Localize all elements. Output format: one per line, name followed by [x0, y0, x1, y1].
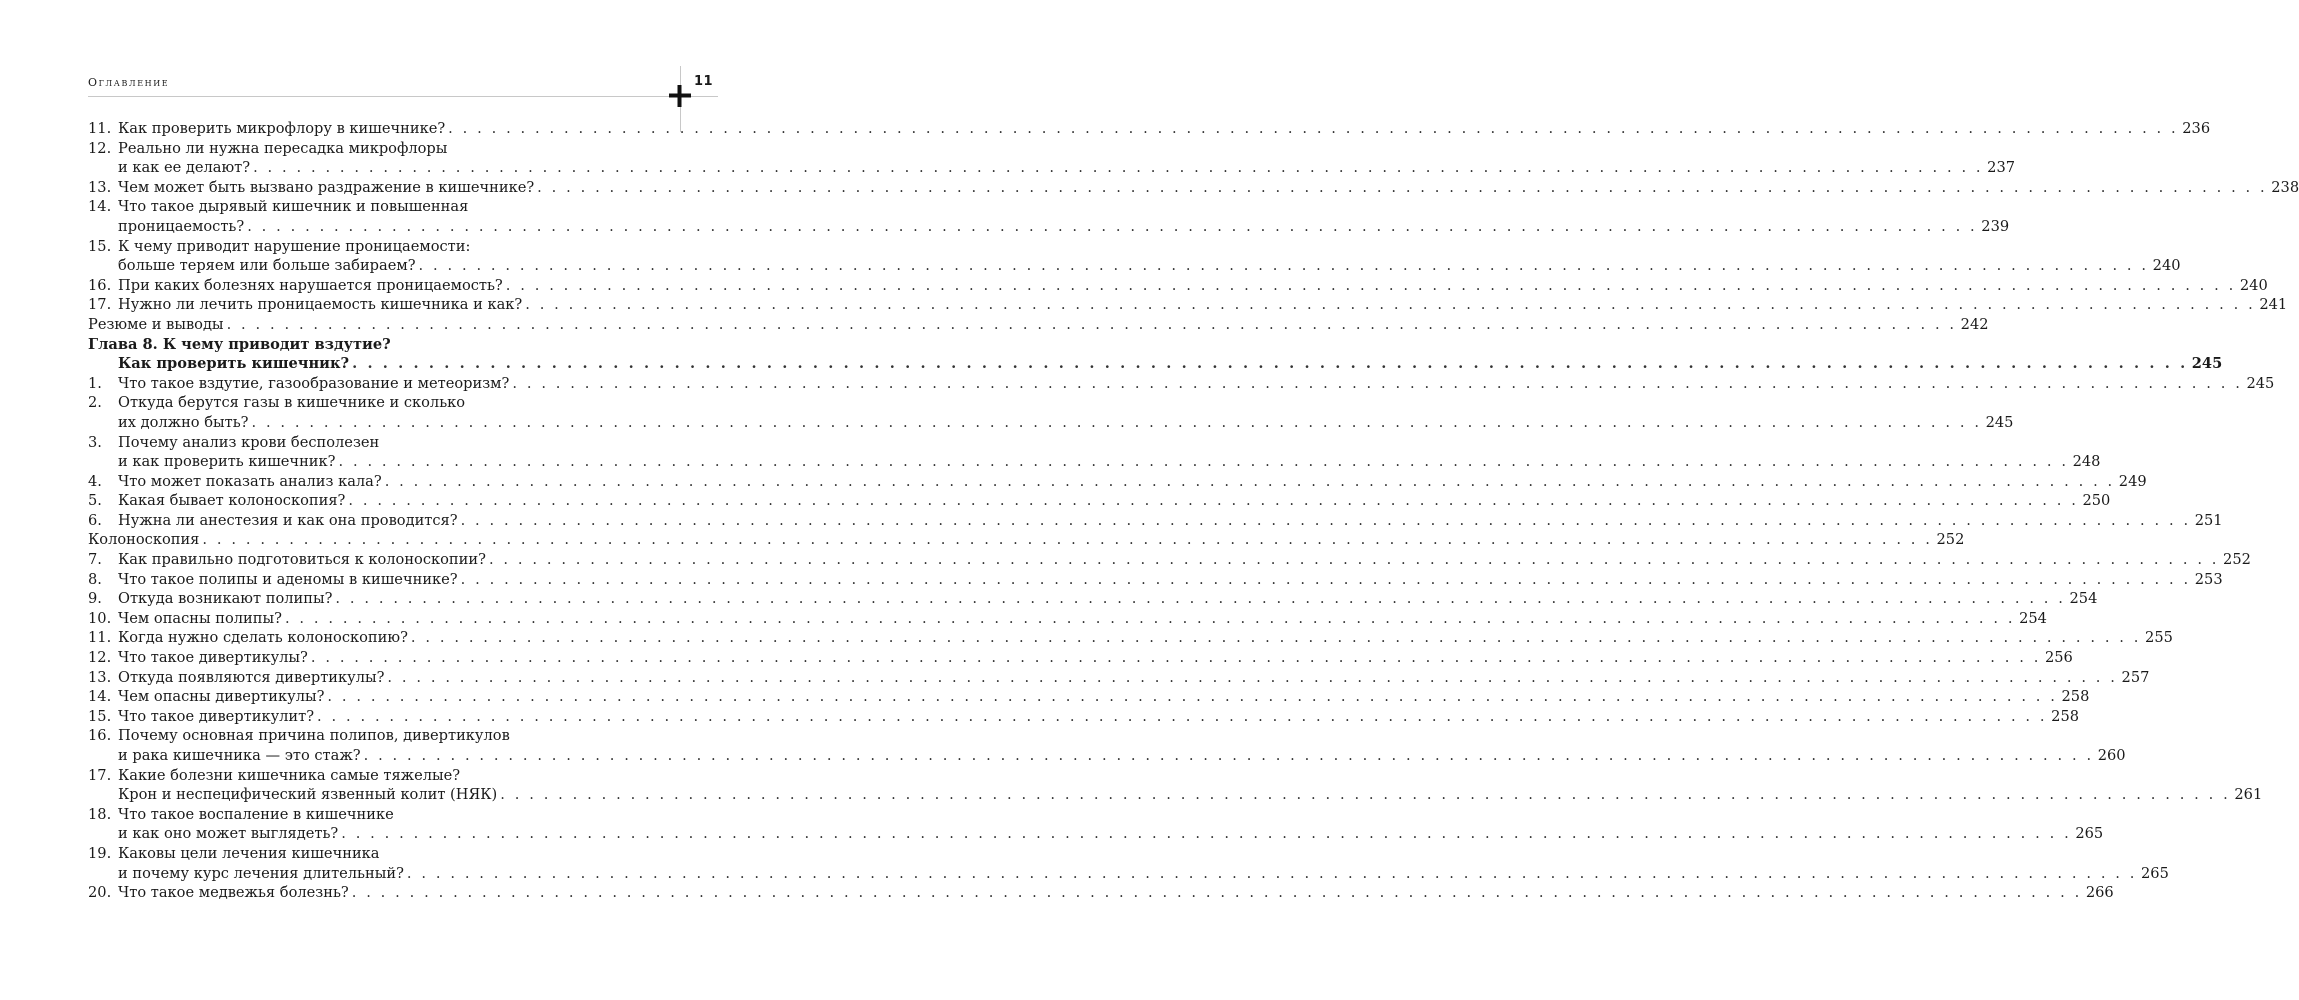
toc-entry-text: Что такое воспаление в кишечнике [118, 805, 394, 823]
toc-line [88, 530, 1965, 550]
toc-page-number: 240 [2152, 257, 2181, 275]
toc-entry-text: Крон и неспецифический язвенный колит (НЯК) [118, 786, 498, 804]
dot-leader: . . . . . . . . . . . . . . . . . . . . . . . . . . . . . . . . . . . . . . . . . . . . . . . . . . . . . . . . . . . . . . . . . . . . . . . . . . . . . . . . . . . . . . . . . . . . . . . . . . . . . . . . . . . . . . . . . . . . . . . . [387, 668, 2118, 686]
toc-page-number: 253 [2194, 570, 2223, 588]
toc-line [88, 609, 2047, 629]
toc-entry[interactable] [88, 726, 2126, 765]
table-of-contents [88, 119, 2299, 903]
toc-entry-number: 10. [88, 609, 112, 627]
dot-leader: . . . . . . . . . . . . . . . . . . . . . . . . . . . . . . . . . . . . . . . . . . . . . . . . . . . . . . . . . . . . . . . . . . . . . . . . . . . . . . . . . . . . . . . . . . . . . . . . . . . . . . . . . . . . . . . . . . . . . . . . [284, 609, 2016, 627]
header-rule [88, 96, 718, 97]
dot-leader: . . . . . . . . . . . . . . . . . . . . . . . . . . . . . . . . . . . . . . . . . . . . . . . . . . . . . . . . . . . . . . . . . . . . . . . . . . . . . . . . . . . . . . . . . . . . . . . . . . . . . . . . . . . . . . . . . . . . . . . . [363, 747, 2094, 764]
toc-entry-text: Почему анализ крови бесполезен [118, 433, 380, 451]
toc-line [88, 315, 1989, 335]
toc-line [88, 472, 2147, 492]
dot-leader: . . . . . . . . . . . . . . . . . . . . . . . . . . . . . . . . . . . . . . . . . . . . . . . . . . . . . . . . . . . . . . . . . . . . . . . . . . . . . . . . . . . . . . . . . . . . . . . . . . . . . . . . . . . . . . . . . . . . . . . . [335, 590, 2066, 608]
toc-line [88, 844, 650, 864]
toc-entry-number: 18. [88, 805, 112, 823]
toc-entry-text: и рака кишечника — это стаж? [118, 747, 361, 764]
toc-entry-text: Что такое дивертикулит? [118, 707, 315, 725]
toc-entry-number: 15. [88, 707, 112, 725]
toc-entry-text: Что такое медвежья болезнь? [118, 884, 349, 902]
toc-line [88, 158, 2016, 178]
toc-entry-number: 13. [88, 178, 112, 196]
toc-entry-text: и как ее делают? [118, 159, 251, 177]
dot-leader: . . . . . . . . . . . . . . . . . . . . . . . . . . . . . . . . . . . . . . . . . . . . . . . . . . . . . . . . . . . . . . . . . . . . . . . . . . . . . . . . . . . . . . . . . . . . . . . . . . . . . . . . . . . . . . . . . . . . . . . . [500, 786, 2231, 804]
toc-entry-number: 6. [88, 511, 102, 529]
toc-line [88, 864, 2169, 884]
toc-entry-text: Нужна ли анестезия и как она проводится? [118, 511, 458, 529]
toc-entry-number: 12. [88, 139, 112, 157]
toc-entry-text: Какие болезни кишечника самые тяжелые? [118, 766, 461, 784]
toc-page-number: 241 [2259, 296, 2288, 314]
toc-entry-text: их должно быть? [118, 413, 249, 431]
toc-entry-number: 14. [88, 688, 112, 706]
toc-page-number: 239 [1981, 217, 2010, 235]
dot-leader: . . . . . . . . . . . . . . . . . . . . . . . . . . . . . . . . . . . . . . . . . . . . . . . . . . . . . . . . . . . . . . . . . . . . . . . . . . . . . . . . . . . . . . . . . . . . . . . . . . . . . . . . . . . . . . . . . . . . . . . . [352, 355, 2188, 373]
toc-entry[interactable] [88, 197, 2010, 236]
toc-entry-text: Что такое дырявый кишечник и повышенная [118, 198, 469, 216]
toc-entry-text: Какая бывает колоноскопия? [118, 492, 346, 510]
toc-entry-number: 17. [88, 766, 112, 784]
toc-entry-text: Что такое полипы и аденомы в кишечнике? [118, 570, 458, 588]
toc-entry-number: 16. [88, 727, 112, 745]
toc-entry-text: Резюме и выводы [88, 315, 224, 333]
toc-entry-number: 11. [88, 629, 112, 647]
toc-entry[interactable] [88, 433, 2101, 472]
toc-entry-text: Когда нужно сделать колоноскопию? [118, 629, 408, 647]
toc-page-number: 252 [2223, 551, 2251, 569]
toc-line [88, 217, 2010, 237]
toc-entry-text: Как проверить кишечник? [118, 355, 350, 373]
toc-entry-number: 9. [88, 590, 102, 608]
dot-leader: . . . . . . . . . . . . . . . . . . . . . . . . . . . . . . . . . . . . . . . . . . . . . . . . . . . . . . . . . . . . . . . . . . . . . . . . . . . . . . . . . . . . . . . . . . . . . . . . . . . . . . . . . . . . . . . . . . . . . . . . [406, 864, 2138, 882]
toc-entry-text: Как проверить микрофлору в кишечнике? [118, 120, 446, 137]
toc-entry-text: Чем может быть вызвано раздражение в кишечнике? [118, 178, 535, 196]
toc-entry-text: Как правильно подготовиться к колоноскопии? [118, 551, 486, 569]
dot-leader: . . . . . . . . . . . . . . . . . . . . . . . . . . . . . . . . . . . . . . . . . . . . . . . . . . . . . . . . . . . . . . . . . . . . . . . . . . . . . . . . . . . . . . . . . . . . . . . . . . . . . . . . . . . . . . . . . . . . . . . . [310, 649, 2041, 667]
toc-entry[interactable] [88, 589, 2098, 609]
toc-line [88, 237, 650, 257]
toc-entry-number: 12. [88, 649, 112, 667]
toc-line [88, 276, 2268, 296]
toc-entry-number: 7. [88, 551, 102, 569]
toc-entry-number: 20. [88, 884, 112, 902]
toc-line [88, 413, 2014, 433]
toc-page-number: 265 [2075, 825, 2104, 843]
toc-page-number: 245 [2246, 374, 2275, 392]
toc-page-number: 258 [2051, 707, 2080, 725]
toc-line [88, 766, 650, 786]
toc-entry-text: Что такое вздутие, газообразование и метеоризм? [118, 374, 510, 392]
toc-entry[interactable] [88, 315, 1989, 335]
toc-page-number: 252 [1936, 531, 1965, 549]
toc-page-number: 240 [2239, 276, 2268, 294]
dot-leader: . . . . . . . . . . . . . . . . . . . . . . . . . . . . . . . . . . . . . . . . . . . . . . . . . . . . . . . . . . . . . . . . . . . . . . . . . . . . . . . . . . . . . . . . . . . . . . . . . . . . . . . . . . . . . . . . . . . . . . . . [410, 629, 2142, 647]
dot-leader: . . . . . . . . . . . . . . . . . . . . . . . . . . . . . . . . . . . . . . . . . . . . . . . . . . . . . . . . . . . . . . . . . . . . . . . . . . . . . . . . . . . . . . . . . . . . . . . . . . . . . . . . . . . . . . . . . . . . . . . . [460, 570, 2191, 588]
toc-line [88, 139, 650, 159]
toc-entry[interactable] [88, 707, 2080, 727]
crop-mark-icon [666, 82, 694, 110]
toc-page-number: 250 [2082, 492, 2111, 510]
toc-line [88, 354, 2223, 374]
toc-entry-text: При каких болезнях нарушается проницаемость? [118, 276, 503, 294]
toc-entry-number: 8. [88, 570, 102, 588]
toc-entry[interactable] [88, 393, 2014, 432]
toc-entry-text: Реально ли нужна пересадка микрофлоры [118, 139, 448, 157]
toc-entry-number: 1. [88, 374, 102, 392]
toc-page-number: 251 [2194, 511, 2223, 529]
toc-entry-text: Каковы цели лечения кишечника [118, 844, 380, 862]
toc-line [88, 550, 2251, 570]
toc-line [88, 746, 2126, 766]
toc-entry[interactable] [88, 511, 2223, 531]
toc-entry-text: Откуда берутся газы в кишечнике и сколько [118, 394, 466, 412]
toc-page-number: 245 [2191, 355, 2223, 373]
toc-entry-number: 2. [88, 394, 102, 412]
dot-leader: . . . . . . . . . . . . . . . . . . . . . . . . . . . . . . . . . . . . . . . . . . . . . . . . . . . . . . . . . . . . . . . . . . . . . . . . . . . . . . . . . . . . . . . . . . . . . . . . . . . . . . . . . . . . . . . . . . . . . . . . [226, 315, 1957, 333]
toc-page-number: 254 [2069, 590, 2098, 608]
toc-entry[interactable] [88, 628, 2173, 648]
toc-page-number: 237 [1987, 159, 2016, 177]
toc-page-number: 254 [2019, 609, 2047, 627]
dot-leader: . . . . . . . . . . . . . . . . . . . . . . . . . . . . . . . . . . . . . . . . . . . . . . . . . . . . . . . . . . . . . . . . . . . . . . . . . . . . . . . . . . . . . . . . . . . . . . . . . . . . . . . . . . . . . . . . . . . . . . . . [448, 120, 2179, 137]
dot-leader: . . . . . . . . . . . . . . . . . . . . . . . . . . . . . . . . . . . . . . . . . . . . . . . . . . . . . . . . . . . . . . . . . . . . . . . . . . . . . . . . . . . . . . . . . . . . . . . . . . . . . . . . . . . . . . . . . . . . . . . . [341, 825, 2072, 843]
toc-entry-number: 14. [88, 198, 112, 216]
toc-entry-number: 15. [88, 237, 112, 255]
dot-leader: . . . . . . . . . . . . . . . . . . . . . . . . . . . . . . . . . . . . . . . . . . . . . . . . . . . . . . . . . . . . . . . . . . . . . . . . . . . . . . . . . . . . . . . . . . . . . . . . . . . . . . . . . . . . . . . . . . . . . . . . [351, 884, 2082, 902]
toc-entry-number: 19. [88, 844, 112, 862]
toc-entry-text: больше теряем или больше забираем? [118, 257, 416, 275]
dot-leader: . . . . . . . . . . . . . . . . . . . . . . . . . . . . . . . . . . . . . . . . . . . . . . . . . . . . . . . . . . . . . . . . . . . . . . . . . . . . . . . . . . . . . . . . . . . . . . . . . . . . . . . . . . . . . . . . . . . . . . . . [512, 374, 2243, 392]
toc-page-number: 245 [1985, 413, 2014, 431]
toc-entry[interactable] [88, 530, 1965, 550]
toc-entry[interactable] [88, 237, 2181, 276]
page-number: 11 [694, 74, 714, 89]
toc-line [88, 570, 2223, 590]
toc-entry-number: 16. [88, 276, 112, 294]
toc-entry[interactable] [88, 139, 2016, 178]
toc-entry[interactable] [88, 844, 2169, 883]
dot-leader: . . . . . . . . . . . . . . . . . . . . . . . . . . . . . . . . . . . . . . . . . . . . . . . . . . . . . . . . . . . . . . . . . . . . . . . . . . . . . . . . . . . . . . . . . . . . . . . . . . . . . . . . . . . . . . . . . . . . . . . . [317, 707, 2048, 725]
toc-entry-text: и как проверить кишечник? [118, 453, 336, 471]
toc-entry[interactable] [88, 570, 2223, 590]
toc-entry-number: 5. [88, 492, 102, 510]
toc-chapter-heading[interactable] [88, 335, 2223, 374]
toc-entry-text: Что может показать анализ кала? [118, 472, 382, 490]
toc-line [88, 824, 2104, 844]
toc-entry[interactable] [88, 687, 2090, 707]
toc-entry-text: Нужно ли лечить проницаемость кишечника и как? [118, 296, 523, 314]
toc-line [88, 491, 2111, 511]
dot-leader: . . . . . . . . . . . . . . . . . . . . . . . . . . . . . . . . . . . . . . . . . . . . . . . . . . . . . . . . . . . . . . . . . . . . . . . . . . . . . . . . . . . . . . . . . . . . . . . . . . . . . . . . . . . . . . . . . . . . . . . . [348, 492, 2079, 510]
dot-leader: . . . . . . . . . . . . . . . . . . . . . . . . . . . . . . . . . . . . . . . . . . . . . . . . . . . . . . . . . . . . . . . . . . . . . . . . . . . . . . . . . . . . . . . . . . . . . . . . . . . . . . . . . . . . . . . . . . . . . . . . [488, 551, 2220, 569]
toc-entry[interactable] [88, 609, 2047, 629]
dot-leader: . . . . . . . . . . . . . . . . . . . . . . . . . . . . . . . . . . . . . . . . . . . . . . . . . . . . . . . . . . . . . . . . . . . . . . . . . . . . . . . . . . . . . . . . . . . . . . . . . . . . . . . . . . . . . . . . . . . . . . . . [253, 159, 1984, 177]
toc-line [88, 785, 2263, 805]
dot-leader: . . . . . . . . . . . . . . . . . . . . . . . . . . . . . . . . . . . . . . . . . . . . . . . . . . . . . . . . . . . . . . . . . . . . . . . . . . . . . . . . . . . . . . . . . . . . . . . . . . . . . . . . . . . . . . . . . . . . . . . . [537, 178, 2268, 196]
toc-entry-text: Чем опасны дивертикулы? [118, 688, 325, 706]
toc-line [88, 374, 2275, 394]
dot-leader: . . . . . . . . . . . . . . . . . . . . . . . . . . . . . . . . . . . . . . . . . . . . . . . . . . . . . . . . . . . . . . . . . . . . . . . . . . . . . . . . . . . . . . . . . . . . . . . . . . . . . . . . . . . . . . . . . . . . . . . . [338, 453, 2069, 471]
toc-page-number: 242 [1960, 315, 1989, 333]
toc-entry[interactable] [88, 295, 2288, 315]
toc-entry-text: Почему основная причина полипов, дивертикулов [118, 727, 510, 745]
dot-leader: . . . . . . . . . . . . . . . . . . . . . . . . . . . . . . . . . . . . . . . . . . . . . . . . . . . . . . . . . . . . . . . . . . . . . . . . . . . . . . . . . . . . . . . . . . . . . . . . . . . . . . . . . . . . . . . . . . . . . . . . [384, 472, 2115, 490]
dot-leader: . . . . . . . . . . . . . . . . . . . . . . . . . . . . . . . . . . . . . . . . . . . . . . . . . . . . . . . . . . . . . . . . . . . . . . . . . . . . . . . . . . . . . . . . . . . . . . . . . . . . . . . . . . . . . . . . . . . . . . . . [202, 531, 1933, 549]
toc-page-number: 248 [2072, 453, 2101, 471]
toc-entry[interactable] [88, 491, 2111, 511]
toc-entry[interactable] [88, 119, 2211, 139]
toc-page-number: 265 [2141, 864, 2169, 882]
toc-entry[interactable] [88, 668, 2150, 688]
toc-line [88, 589, 2098, 609]
toc-line [88, 511, 2223, 531]
toc-line [88, 335, 650, 355]
toc-entry-text: Глава 8. К чему приводит вздутие? [88, 335, 391, 353]
toc-entry[interactable] [88, 374, 2275, 394]
toc-line [88, 668, 2150, 688]
toc-entry-text: и почему курс лечения длительный? [118, 864, 404, 882]
toc-page-number: 255 [2145, 629, 2173, 647]
running-head-title: Оглавление [88, 76, 170, 89]
toc-line [88, 883, 2114, 903]
toc-page-number: 236 [2182, 120, 2211, 137]
toc-entry[interactable] [88, 550, 2251, 570]
toc-entry-text: Откуда появляются дивертикулы? [118, 668, 385, 686]
toc-line [88, 452, 2101, 472]
toc-entry[interactable] [88, 276, 2268, 296]
toc-line [88, 197, 650, 217]
toc-entry[interactable] [88, 178, 2299, 198]
dot-leader: . . . . . . . . . . . . . . . . . . . . . . . . . . . . . . . . . . . . . . . . . . . . . . . . . . . . . . . . . . . . . . . . . . . . . . . . . . . . . . . . . . . . . . . . . . . . . . . . . . . . . . . . . . . . . . . . . . . . . . . . [327, 688, 2058, 706]
toc-entry[interactable] [88, 805, 2104, 844]
dot-leader: . . . . . . . . . . . . . . . . . . . . . . . . . . . . . . . . . . . . . . . . . . . . . . . . . . . . . . . . . . . . . . . . . . . . . . . . . . . . . . . . . . . . . . . . . . . . . . . . . . . . . . . . . . . . . . . . . . . . . . . . [460, 511, 2191, 529]
toc-page-number: 256 [2044, 649, 2073, 667]
toc-entry-number: 3. [88, 433, 102, 451]
toc-entry-text: Откуда возникают полипы? [118, 590, 333, 608]
toc-entry-text: и как оно может выглядеть? [118, 825, 339, 843]
toc-page-number: 260 [2097, 747, 2126, 764]
toc-line [88, 648, 2073, 668]
toc-line [88, 707, 2080, 727]
toc-line [88, 433, 650, 453]
dot-leader: . . . . . . . . . . . . . . . . . . . . . . . . . . . . . . . . . . . . . . . . . . . . . . . . . . . . . . . . . . . . . . . . . . . . . . . . . . . . . . . . . . . . . . . . . . . . . . . . . . . . . . . . . . . . . . . . . . . . . . . . [251, 413, 1982, 431]
toc-line [88, 628, 2173, 648]
toc-entry-number: 17. [88, 296, 112, 314]
toc-line [88, 295, 2288, 315]
toc-line [88, 256, 2181, 276]
toc-page-number: 266 [2085, 884, 2114, 902]
dot-leader: . . . . . . . . . . . . . . . . . . . . . . . . . . . . . . . . . . . . . . . . . . . . . . . . . . . . . . . . . . . . . . . . . . . . . . . . . . . . . . . . . . . . . . . . . . . . . . . . . . . . . . . . . . . . . . . . . . . . . . . . [505, 276, 2236, 294]
toc-entry-number: 11. [88, 120, 112, 137]
toc-line [88, 393, 650, 413]
toc-entry[interactable] [88, 766, 2263, 805]
toc-entry-text: К чему приводит нарушение проницаемости: [118, 237, 471, 255]
toc-entry-text: Чем опасны полипы? [118, 609, 282, 627]
toc-entry-text: проницаемость? [118, 217, 245, 235]
toc-entry-number: 4. [88, 472, 102, 490]
toc-line [88, 726, 650, 746]
toc-entry[interactable] [88, 472, 2147, 492]
toc-entry[interactable] [88, 648, 2073, 668]
toc-page-number: 238 [2271, 178, 2299, 196]
toc-entry[interactable] [88, 883, 2114, 903]
toc-line [88, 687, 2090, 707]
toc-entry-text: Что такое дивертикулы? [118, 649, 308, 667]
dot-leader: . . . . . . . . . . . . . . . . . . . . . . . . . . . . . . . . . . . . . . . . . . . . . . . . . . . . . . . . . . . . . . . . . . . . . . . . . . . . . . . . . . . . . . . . . . . . . . . . . . . . . . . . . . . . . . . . . . . . . . . . [525, 296, 2256, 314]
dot-leader: . . . . . . . . . . . . . . . . . . . . . . . . . . . . . . . . . . . . . . . . . . . . . . . . . . . . . . . . . . . . . . . . . . . . . . . . . . . . . . . . . . . . . . . . . . . . . . . . . . . . . . . . . . . . . . . . . . . . . . . . [247, 217, 1978, 235]
toc-page-number: 261 [2234, 786, 2263, 804]
toc-page-number: 257 [2121, 668, 2150, 686]
toc-page-number: 249 [2118, 472, 2147, 490]
toc-entry-text: Колоноскопия [88, 531, 200, 549]
toc-entry-number: 13. [88, 668, 112, 686]
toc-line [88, 119, 2211, 139]
toc-line [88, 178, 2299, 198]
toc-page-number: 258 [2061, 688, 2090, 706]
dot-leader: . . . . . . . . . . . . . . . . . . . . . . . . . . . . . . . . . . . . . . . . . . . . . . . . . . . . . . . . . . . . . . . . . . . . . . . . . . . . . . . . . . . . . . . . . . . . . . . . . . . . . . . . . . . . . . . . . . . . . . . . [418, 257, 2149, 275]
toc-line [88, 805, 650, 825]
